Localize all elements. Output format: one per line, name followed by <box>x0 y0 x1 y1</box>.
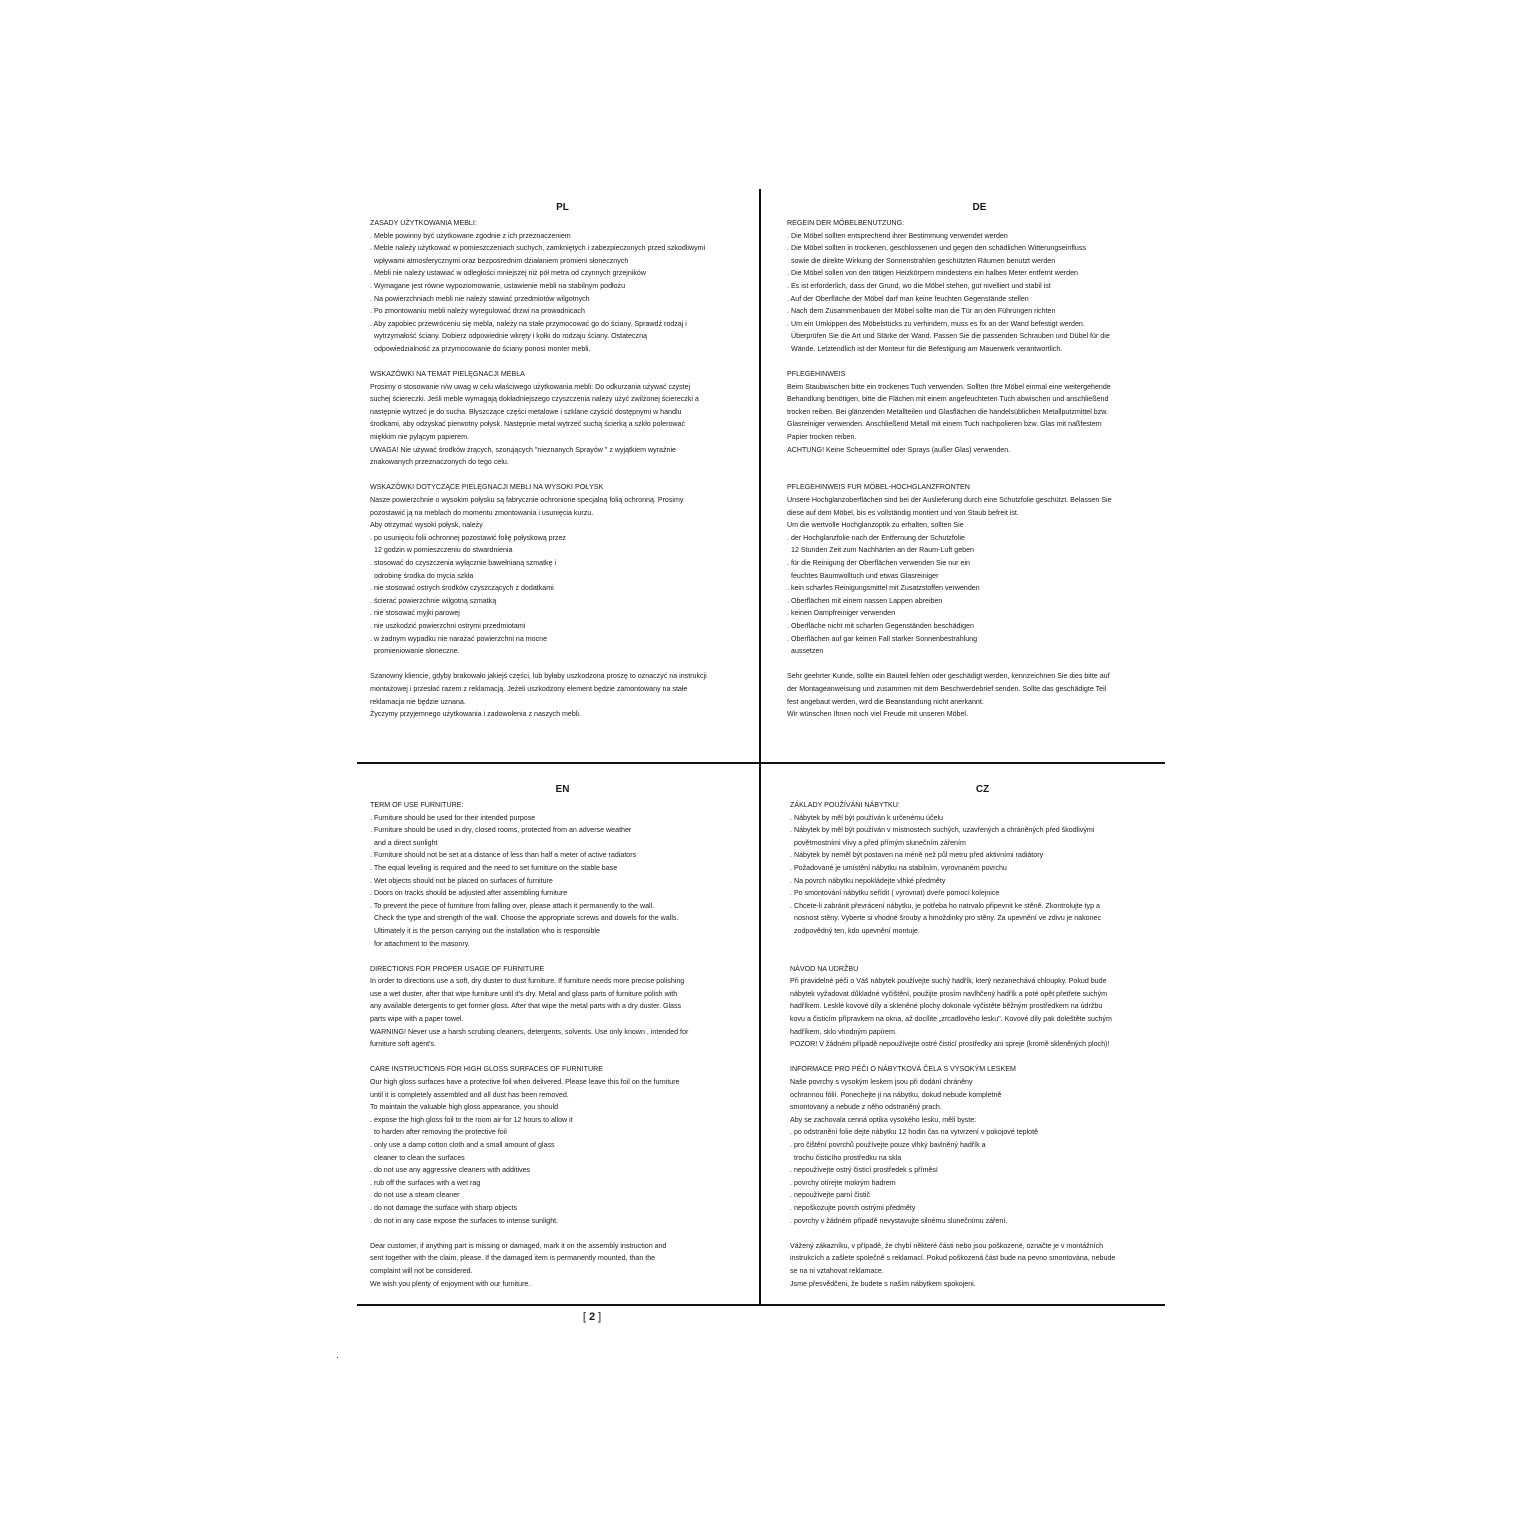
text-line: diese auf dem Möbel, bis es vollständig montiert und von Staub befreit ist. <box>787 508 1019 517</box>
text-line: . Oberflächen mit einem nassen Lappen abreiben <box>787 596 943 605</box>
text-line <box>370 356 755 369</box>
text-line: DIRECTIONS FOR PROPER USAGE OF FURNITURE <box>370 964 545 973</box>
text-line: . povrchy v žádném případě nevystavujte silnému slunečnímu záření. <box>790 1216 1008 1225</box>
text-line: . rub off the surfaces with a wet rag <box>370 1178 481 1187</box>
section-body <box>790 799 1175 1290</box>
text-line: In order to directions use a soft, dry duster to dust furniture. If furniture needs more precise polishing <box>370 977 685 986</box>
page-bracket-open: [ <box>582 1311 589 1323</box>
text-line: povětrnostními vlivy a před přímým slunečním zářením <box>794 838 966 847</box>
text-line: cleaner to clean the surfaces <box>374 1153 465 1162</box>
text-line: . povrchy otírejte mokrým hadrem <box>790 1178 896 1187</box>
text-line: der Montageanweisung und zusammen mit dem Beschwerdebrief senden. Sollte das geschädigte Teil <box>787 684 1107 693</box>
page-bracket-close: ] <box>595 1311 602 1323</box>
text-line: . do not in any case expose the surfaces to intense sunlight. <box>370 1216 559 1225</box>
text-line: . nie stosować myjki parowej <box>370 609 460 618</box>
text-line: hadříkem, sklo vhodným papírem. <box>790 1027 897 1036</box>
page-number <box>560 1309 624 1325</box>
text-line <box>787 456 1172 469</box>
text-line: feuchtes Baumwolltuch und etwas Glasreiniger <box>791 571 939 580</box>
page-number-value: 2 <box>588 1311 596 1323</box>
text-line: . Die Möbel sollen von den tätigen Heizkörpern mindestens ein halbes Meter entfernt werden <box>787 269 1079 278</box>
text-line: . Es ist erforderlich, dass der Grund, wo die Möbel stehen, gut nivelliert und stabil ist <box>787 281 1051 290</box>
text-line: . Nábytek by neměl být postaven na méně než půl metru před aktivními radiátory <box>790 851 1044 860</box>
text-line: 12 Stunden Zeit zum Nachhärten an der Raum-Luft geben <box>791 546 974 555</box>
text-line: Um die wertvolle Hochglanzoptik zu erhalten, sollten Sie <box>787 521 964 530</box>
section-body <box>370 799 755 1290</box>
text-line <box>790 1227 1175 1240</box>
text-line: ZÁKLADY POUŽÍVÁNI NÁBYTKU: <box>790 800 900 809</box>
text-line: trochu čisticího prostředku na skla <box>794 1153 902 1162</box>
text-line: INFORMACE PRO PÉČI O NÁBYTKOVÁ ČELA S VYSOKÝM LESKEM <box>790 1065 1016 1074</box>
text-line: Szanowny kliencie, gdyby brakowało jakiejś części, lub byłaby uszkodzona proszę to oznaczyć na instrukcji <box>370 672 707 681</box>
text-line: promieniowanie słoneczne. <box>374 647 460 656</box>
text-line: WARNING! Never use a harsh scrubing cleaners, detergents, solvents. Use only known , intended for <box>370 1027 689 1036</box>
text-line: . Na povrch nábytku nepokládejte vlhké předměty <box>790 876 946 885</box>
text-line: Überprüfen Sie die Art und Stärke der Wand. Passen Sie die passenden Schrauben und Dübel für die <box>791 332 1110 341</box>
text-line: następnie wytrzeć je do sucha. Błyszczące części metalowe i szklane czyścić dostępnymi w handlu <box>370 407 682 416</box>
text-line <box>370 950 755 963</box>
text-line: Papier trocken reiben. <box>787 433 857 442</box>
text-line: pozostawić ją na meblach do momentu zmontowania i usunięcia kurzu. <box>370 508 594 517</box>
text-line: . Chcete-li zabránit převrácení nábytku, je potřeba ho natrvalo připevnit ke stěně. Zkontrolujte typ a <box>790 901 1100 910</box>
text-line: instrukcích a zašlete společně s reklamací. Pokud poškozená část bude na pevno smontována, nebude <box>790 1254 1116 1263</box>
text-line: Wände. Letztendlich ist der Monteur für die Befestigung am Mauerwerk verantwortlich. <box>791 344 1063 353</box>
text-line: . w żadnym wypadku nie narażać powierzchni na mocne <box>370 634 548 643</box>
text-line: . Po smontování nábytku seřídit ( vyrovnat) dveře pomocí kolejnice <box>790 889 1000 898</box>
text-line: . po usunięciu folii ochronnej pozostawić folię połyskową przez <box>370 533 566 542</box>
text-line <box>787 658 1172 671</box>
text-line: Naše povrchy s vysokým leskem jsou při dodání chráněny <box>790 1078 973 1087</box>
text-line: for attachment to the masonry. <box>374 939 470 948</box>
text-line: Dear customer, if anything part is missing or damaged, mark it on the assembly instruction and <box>370 1241 667 1250</box>
text-line: . stosować do czyszczenia wyłącznie bawełnianą szmatkę i <box>370 559 557 568</box>
text-line: . Mebli nie należy ustawiać w odległości mniejszej niż pół metra od czynnych grzejników <box>370 269 646 278</box>
text-line: środkami, aby odzyskać pierwotny połysk. Następnie metal wytrzeć suchą ścierką a szkło polerować <box>370 420 686 429</box>
text-line: Při pravidelné péči o Váš nábytek používejte suchý hadřík, který nezanechává chloupky. Pokud bude <box>790 977 1107 986</box>
text-line <box>787 469 1172 482</box>
text-line: nábytek vyžadovat důkladné vyčištění, použijte prosím navlhčený hadřík a poté opět přetřete suchým <box>790 989 1108 998</box>
text-line: hadříkem. Lesklé kovové díly a skleněné plochy dokonale vyčistěte běžným prostředkem na údržbu <box>790 1002 1103 1011</box>
section-body <box>787 217 1172 721</box>
text-line: . Po zmontowaniu mebli należy wyregulować drzwi na prowadnicach <box>370 307 585 316</box>
text-line: . Aby zapobiec przewróceniu się mebla, należy na stałe przymocować go do ściany. Sprawdź rodzaj i <box>370 319 687 328</box>
text-line: . Meble powinny być użytkowane zgodnie z ich przeznaczeniem <box>370 231 571 240</box>
text-line: Ultimately it is the person carrying out the installation who is responsible <box>374 926 600 935</box>
text-line: sent together with the claim, please. If the damaged item is permanently mounted, than the <box>370 1254 656 1263</box>
text-line: Glasreiniger verwenden. Anschließend Metall mit einem Tuch nachpolieren bzw. Glas mit naßfestem <box>787 420 1102 429</box>
text-line: Sehr geehrter Kunde, sollte ein Bauteil fehlen oder geschädigt werden, kennzeichnen Sie dies bitte auf <box>787 672 1110 681</box>
text-line: . Oberflächen auf gar keinen Fall starker Sonnenbestrahlung <box>787 634 978 643</box>
text-line: . nie uszkodzić powierzchni ostrymi przedmiotami <box>370 621 526 630</box>
text-line: TERM OF USE FURNITURE: <box>370 800 464 809</box>
text-line: smontovaný a nebude z něho odstraněný prach. <box>790 1103 942 1112</box>
text-line: Nasze powierzchnie o wysokim połysku są fabrycznie ochronione specjalną folią ochronną. Prosimy <box>370 496 684 505</box>
text-line <box>370 1227 755 1240</box>
text-line: . Meble należy użytkować w pomieszczeniach suchych, zamkniętych i zabezpieczonych przed szkodliwymi <box>370 244 706 253</box>
text-line: suchej ściereczki. Jeśli meble wymagają dokładniejszego czyszczenia należy użyć zwilżonej ściereczki a <box>370 395 699 404</box>
text-line: . nepoužívejte ostrý čisticí prostředek s příměsí <box>790 1166 938 1175</box>
text-line: kovu a čisticím přípravkem na okna, až docílite „zrcadlového lesku". Kovové díly pak doleštěte suchým <box>790 1015 1112 1024</box>
text-line: . do not use a steam cleaner <box>370 1191 460 1200</box>
text-line: . The equal leveling is required and the need to set furniture on the stable base <box>370 863 618 872</box>
text-line: WSKAZÓWKI NA TEMAT PIELĘGNACJI MEBLA <box>370 370 525 379</box>
text-line: Aby otrzymać wysoki połysk, należy <box>370 521 483 530</box>
text-line: . only use a damp cotton cloth and a small amount of glass <box>370 1141 555 1150</box>
text-line: . Wymagane jest równe wypoziomowanie, ustawienie mebli na stabilnym podłożu <box>370 281 626 290</box>
text-line: aussetzen <box>791 647 824 656</box>
text-line: ochrannou fólií. Ponechejte ji na nábytku, dokud nebude kompletně <box>790 1090 1002 1099</box>
text-line: . für die Reinigung der Oberflächen verwenden Sie nur ein <box>787 559 970 568</box>
text-line: PFLEGEHINWEIS FUR MÖBEL-HOCHGLANZFRONTEN <box>787 483 970 492</box>
text-line: PFLEGEHINWEIS <box>787 370 846 379</box>
text-line: Prosimy o stosowanie n/w uwag w celu właściwego użytkowania mebli: Do odkurzania używać czystej <box>370 382 691 391</box>
text-line <box>370 1051 755 1064</box>
text-line: and a direct sunlight <box>374 838 438 847</box>
text-line: . nepoužívejte parní čistič <box>790 1191 871 1200</box>
text-line: . Furniture should be used for their intended purpose <box>370 813 536 822</box>
text-line <box>790 1051 1175 1064</box>
section-heading: DE <box>972 202 987 213</box>
text-line: . nepoškozujte povrch ostrými předměty <box>790 1203 916 1212</box>
text-line: odrobinę środka do mycia szkła <box>374 571 474 580</box>
text-line: Beim Staubwischen bitte ein trockenes Tuch verwenden. Sollten Ihre Möbel einmal eine weitergehende <box>787 382 1111 391</box>
text-line: to harden after removing the protective foil <box>374 1128 507 1137</box>
text-line: . do not use any aggressive cleaners with additives <box>370 1166 531 1175</box>
text-line: . Na powierzchniach mebli nie należy stawiać przedmiotów wilgotnych <box>370 294 590 303</box>
text-line: REGEIN DER MÖBELBENUTZUNG: <box>787 218 905 227</box>
text-line: We wish you plenty of enjoyment with our furniture. <box>370 1279 531 1288</box>
text-line: . der Hochglanzfolie nach der Entfernung der Schutzfolie <box>787 533 965 542</box>
text-line: . Die Möbel sollten entsprechend ihrer Bestimmung verwendet werden <box>787 231 1008 240</box>
text-line: UWAGA! Nie używać środków żrących, szorujących "nieznanych Sprayów " z wyjątkiem wyraźnie <box>370 445 676 454</box>
text-line: Behandlung benötigen, bitte die Flächen mit einem angefeuchteten Tuch abwischen und anschließend <box>787 395 1109 404</box>
text-line: se na ni vztahovat reklamace. <box>790 1266 884 1275</box>
text-line: miękkim nie pylącym papierem. <box>370 433 469 442</box>
text-line: ZASADY UŻYTKOWANIA MEBLI: <box>370 218 477 227</box>
text-line: montażowej i przesłać razem z reklamacją. Jeżeli uszkodzony element będzie zamontowany na stałe <box>370 684 688 693</box>
text-line <box>787 356 1172 369</box>
section-heading: CZ <box>975 784 990 795</box>
text-line: . do not damage the surface with sharp objects <box>370 1203 518 1212</box>
text-line: fest angebaut werden, wird die Beanstandung nicht anerkannt. <box>787 697 984 706</box>
text-line: complaint will not be considered. <box>370 1266 473 1275</box>
text-line: Wir wünschen Ihnen noch viel Freude mit unseren Möbel. <box>787 710 968 719</box>
text-line: nosnost stěny. Vyberte si vhodné šrouby a hmoždinky pro stěny. Za upevnění ve zdivu je nakonec <box>794 914 1102 923</box>
text-line <box>370 469 755 482</box>
text-line: . keinen Dampfreiniger verwenden <box>787 609 896 618</box>
text-line: NÁVOD NA UDRŽBU <box>790 964 859 973</box>
section-heading: PL <box>556 202 569 213</box>
text-line: reklamacja nie będzie uznana. <box>370 697 466 706</box>
text-line <box>790 938 1175 951</box>
text-line: . Nábytek by měl být používán k určenému účelu <box>790 813 943 822</box>
text-line: . Doors on tracks should be adjusted after assembling furniture <box>370 889 568 898</box>
text-line: . Die Möbel sollten in trockenen, geschlossenen und gegen den schädlichen Witterungseinfluss <box>787 244 1086 253</box>
text-line: znakowanych przeznaczonych do tego celu. <box>370 458 509 467</box>
stray-mark: . <box>336 1350 339 1361</box>
text-line: . Auf der Oberfläche der Möbel darf man keine feuchten Gegenstände stellen <box>787 294 1029 303</box>
text-line: POZOR! V žádném případě nepoužívejte ostré čisticí prostředky ani spreje (kromě skleněných ploch)! <box>790 1040 1110 1049</box>
text-line: . Furniture should not be set at a distance of less than half a meter of active radiators <box>370 851 637 860</box>
text-line: CARE INSTRUCTIONS FOR HIGH GLOSS SURFACES OF FURNITURE <box>370 1065 603 1074</box>
text-line: . Um ein Umkippen des Möbelstücks zu verhindern, muss es fix an der Wand befestigt werden. <box>787 319 1085 328</box>
text-line: . Oberfläche nicht mit scharfen Gegenständen beschädigen <box>787 621 974 630</box>
text-line: . pro čištění povrchů používejte pouze vlhký bavlněný hadřík a <box>790 1141 986 1150</box>
section-cz <box>790 784 1175 1290</box>
horizontal-divider-bottom <box>357 1304 1165 1306</box>
section-pl <box>370 202 755 721</box>
text-line: . To prevent the piece of furniture from falling over, please attach it permanently to the wall. <box>370 901 655 910</box>
text-line: wytrzymałość ściany. Dobierz odpowiednie wkręty i kołki do rodzaju ściany. Ostateczną <box>374 332 647 341</box>
text-line: WSKAZÓWKI DOTYCZĄCE PIELĘGNACJI MEBLI NA WYSOKI POŁYSK <box>370 483 604 492</box>
text-line: . expose the high gloss foil to the room air for 12 hours to allow it <box>370 1115 573 1124</box>
text-line: . Nábytek by měl být používán v místnostech suchých, uzavřených a chráněných před škodlivými <box>790 826 1095 835</box>
text-line <box>790 950 1175 963</box>
text-line: . kein scharfes Reinigungsmittel mit Zusatzstoffen verwenden <box>787 584 980 593</box>
text-line: ACHTUNG! Keine Scheuermittel oder Sprays (außer Glas) verwenden. <box>787 445 1011 454</box>
text-line: zodpovědný ten, kdo upevnění montuje. <box>794 926 920 935</box>
text-line <box>370 658 755 671</box>
text-line: Życzymy przyjemnego użytkowania i zadowolenia z naszych mebli. <box>370 710 581 719</box>
text-line: To maintain the valuable high gloss appearance, you should <box>370 1103 559 1112</box>
text-line: wpływami atmosferycznymi oraz bezpośrednim działaniem promieni słonecznych <box>374 256 629 265</box>
text-line: . ścierać powierzchnie wilgotną szmatką <box>370 596 497 605</box>
text-line: . Wet objects should not be placed on surfaces of furniture <box>370 876 553 885</box>
text-line: Our high gloss surfaces have a protective foil when delivered. Please leave this foil on the furniture <box>370 1078 680 1087</box>
section-de <box>787 202 1172 721</box>
vertical-divider <box>759 189 761 1305</box>
text-line: 12 godzin w pomieszczeniu do stwardnienia <box>374 546 513 555</box>
text-line: Vážený zákazníku, v případě, že chybí některé části nebo jsou poškozené, označte je v montážních <box>790 1241 1104 1250</box>
text-line: . Požadované je umístění nábytku na stabilním, vyrovnaném povrchu <box>790 863 1007 872</box>
text-line: any available detergents to get former gloss. After that wipe the metal parts with a dry duster. Glass <box>370 1002 682 1011</box>
text-line: until it is completely assembled and all dust has been removed. <box>370 1090 569 1099</box>
section-body <box>370 217 755 721</box>
text-line: sowie die direkte Wirkung der Sonnenstrahlen geschützten Räumen benutzt werden <box>791 256 1056 265</box>
text-line: odpowiedzialność za przymocowanie do ściany ponosi monter mebli. <box>374 344 591 353</box>
text-line: Check the type and strength of the wall. Choose the appropriate screws and dowels for the walls. <box>374 914 679 923</box>
section-heading: EN <box>555 784 570 795</box>
text-line: . nie stosować ostrych środków czyszczących z dodatkami <box>370 584 554 593</box>
text-line: Unsere Hochglanzoberflächen sind bei der Auslieferung durch eine Schutzfolie geschützt. Belassen Sie <box>787 496 1112 505</box>
text-line: Jsme přesvědčeni, že budete s naším nábytkem spokojeni. <box>790 1279 976 1288</box>
text-line: . po odstranění folie dejte nábytku 12 hodin čas na vytvrzení v pokojové teplotě <box>790 1128 1039 1137</box>
text-line: furniture soft agent's. <box>370 1040 437 1049</box>
text-line: . Furniture should be used in dry, closed rooms, protected from an adverse weather <box>370 826 632 835</box>
section-en <box>370 784 755 1290</box>
text-line: use a wet duster, after that wipe furniture until it's dry. Metal and glass parts of furniture polish with <box>370 989 678 998</box>
text-line: . Nach dem Zusammenbauen der Möbel sollte man die Tür an den Führungen richten <box>787 307 1056 316</box>
horizontal-divider-middle <box>357 762 1165 764</box>
text-line: Aby se zachovala cenná optika vysokého lesku, měli byste: <box>790 1115 977 1124</box>
text-line: parts wipe with a paper towel. <box>370 1015 464 1024</box>
text-line: trocken reiben. Bei glänzenden Metallteilen und Glasflächen die handelsüblichen Metallputzmittel bzw. <box>787 407 1108 416</box>
